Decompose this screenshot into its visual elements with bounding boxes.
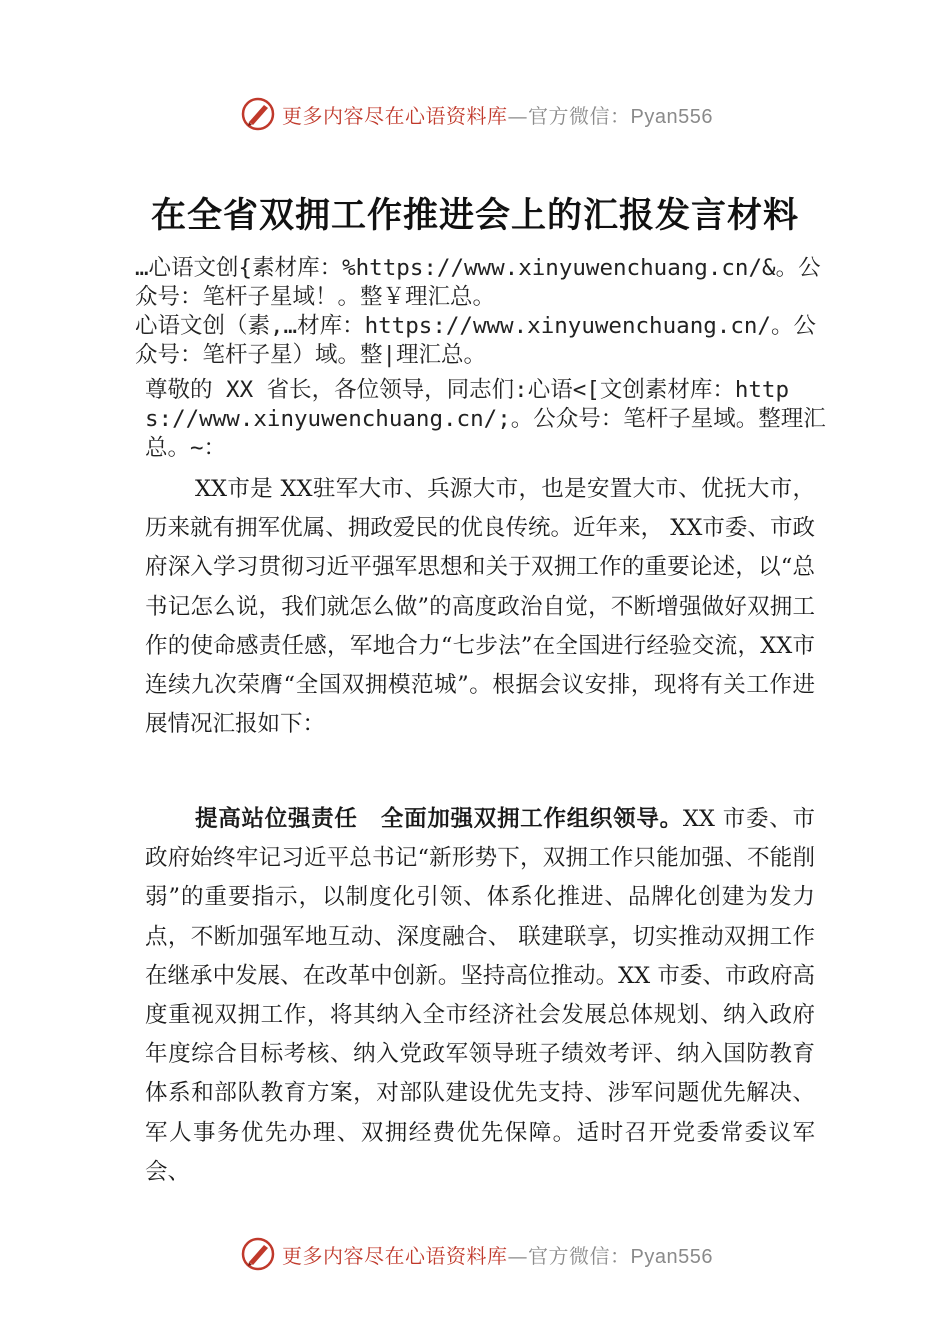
section-1-body: XX 市委、市政府始终牢记习近平总书记“新形势下，双拥工作只能加强、不能削弱”的重要指示，以制度化引领、体系化推进、品牌化创建为发力点，不断加强军地互动、深度融合、 联建联享，切实推动双拥工作在继承中发展、在改革中创新。坚持高位推动。XX 市委、市政府高度重视双拥工作，将其纳入全市经济社会发展总体规划、纳入政府年度综合目标考核、纳入党政军领导班子绩效考评、纳入国防教育体系和部队教育方案，对部队建设优先支持、涉军问题优先解决、军人事务优先办理、双拥经费优先保障。适时召开党委常委议军会、 — [145, 806, 815, 1185]
section-1-heading: 提高站位强责任 全面加强双拥工作组织领导。 — [195, 806, 683, 832]
banner-main-text: 更多内容尽在心语资料库 — [282, 1243, 508, 1268]
banner-main-text: 更多内容尽在心语资料库 — [282, 103, 508, 128]
banner-handle: Pyan556 — [630, 105, 713, 128]
paragraph-section-1 — [145, 800, 815, 1192]
footer-banner-text — [282, 1240, 713, 1269]
watermark-line-1: …心语文创{素材库：%https://www.xinyuwenchuang.cn/&。公众号：笔杆子星域！。整￥理汇总。 — [135, 255, 821, 310]
banner-sep-text: —官方微信： — [507, 103, 631, 128]
pen-logo-icon — [240, 96, 276, 132]
paragraph-intro: XX市是 XX驻军大市、兵源大市，也是安置大市、优抚大市，历来就有拥军优属、拥政爱民的优良传统。近年来， XX市委、市政府深入学习贯彻习近平强军思想和关于双拥工作的重要论述，以“总书记怎么说，我们就怎么做”的高度政治自觉，不断增强做好双拥工作的使命感责任感，军地合力“七步法”在全国进行经验交流，XX市连续九次荣膺“全国双拥模范城”。根据会议安排，现将有关工作进展情况汇报如下： — [145, 476, 815, 738]
watermark-line-2: 心语文创（素,…材库：https://www.xinyuwenchuang.cn/。公众号：笔杆子星）域。整|理汇总。 — [135, 313, 816, 368]
footer-banner-inner — [240, 1232, 713, 1276]
banner-handle: Pyan556 — [630, 1245, 713, 1268]
banner-sep-text: —官方微信： — [507, 1243, 631, 1268]
document-title: 在全省双拥工作推进会上的汇报发言材料 — [150, 195, 799, 236]
greeting-line: 尊敬的 XX 省长，各位领导，同志们:心语<[文创素材库：https://www.xinyuwenchuang.cn/;。公众号：笔杆子星域。整理汇总。~： — [145, 377, 826, 461]
header-banner-text — [282, 100, 713, 129]
pen-logo-icon — [240, 1236, 276, 1272]
header-banner — [0, 92, 950, 136]
header-banner-inner — [240, 92, 713, 136]
footer-banner — [0, 1232, 950, 1276]
